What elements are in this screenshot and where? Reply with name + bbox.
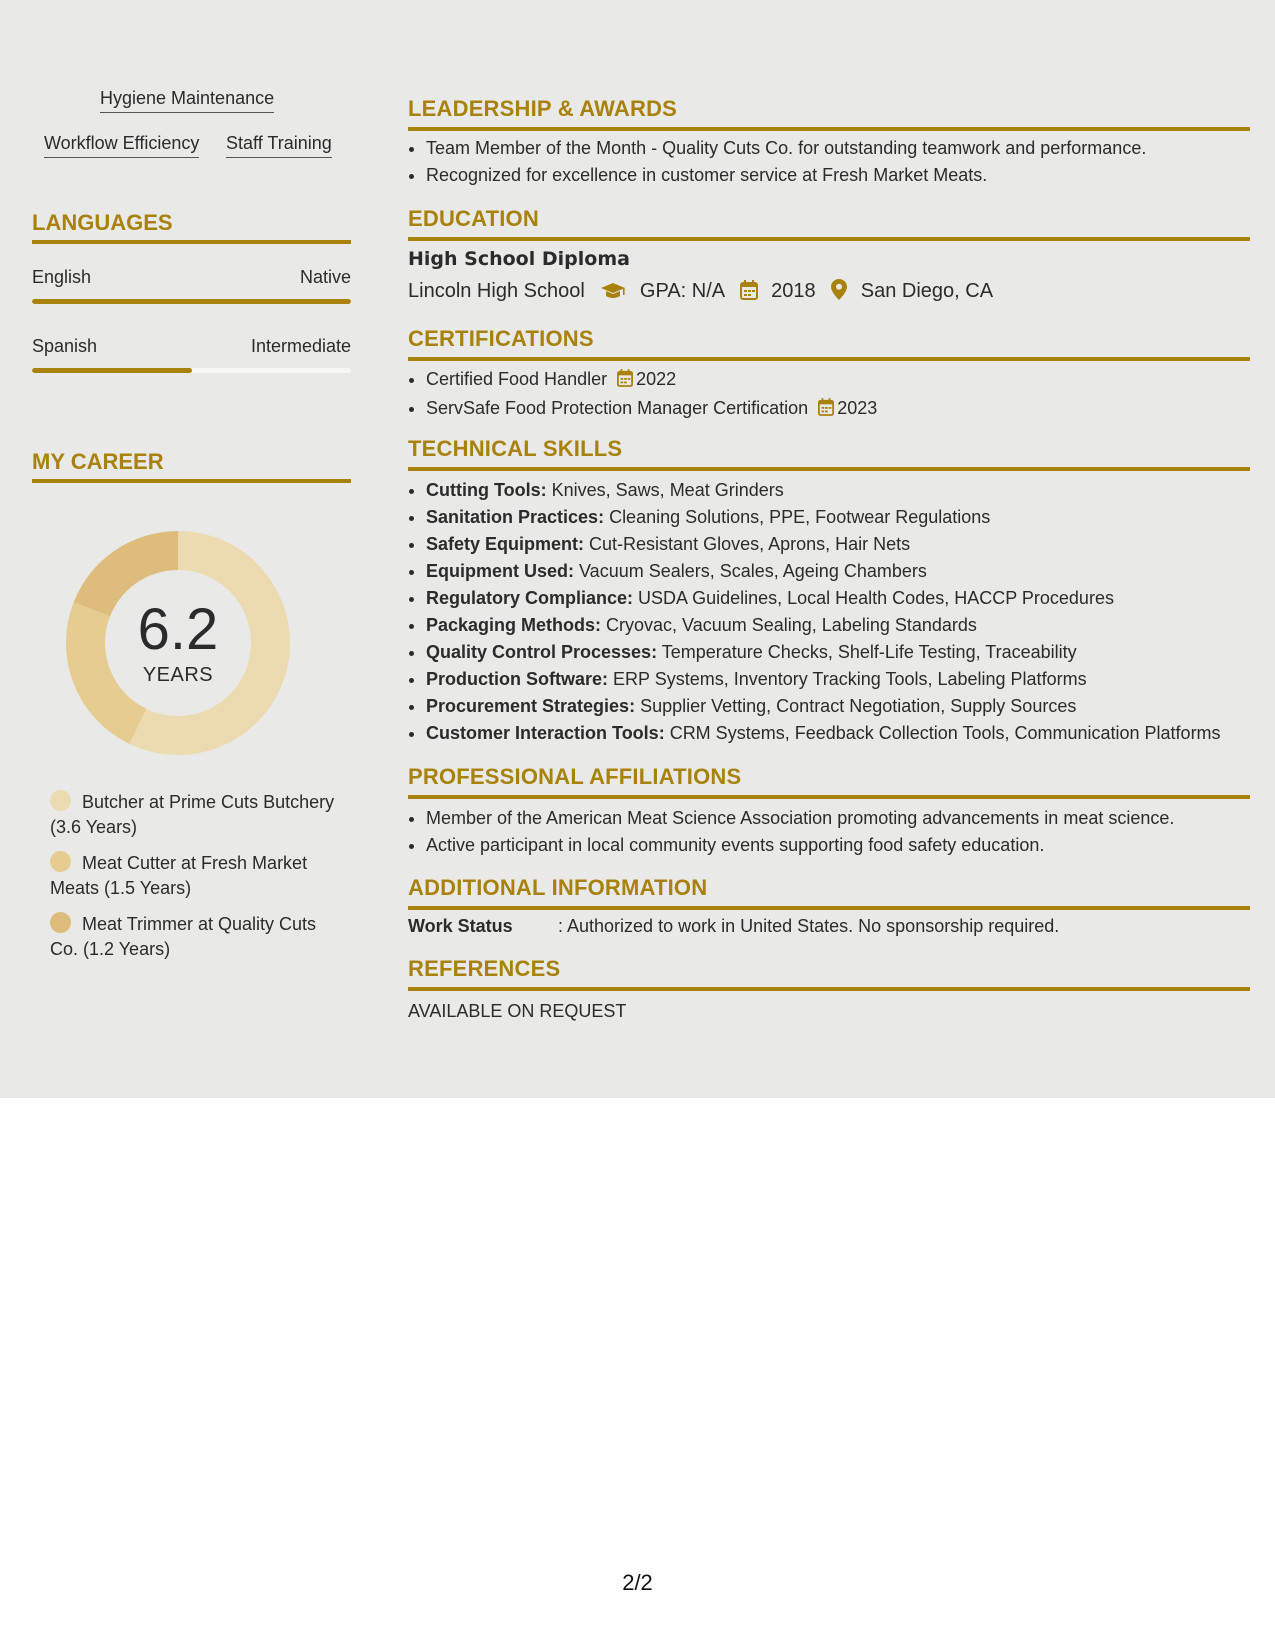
list-item [426,639,1221,666]
education-gpa: GPA: N/A [639,280,725,302]
language-proficiency-fill [32,299,351,304]
skill-key: Regulatory Compliance: [426,588,634,608]
list-item: • Team Member of the Month - Quality Cuts Co. for outstanding teamwork and performance. [426,135,1146,162]
work-status-label: Work Status [408,916,513,936]
list-item [426,558,1221,585]
references-text: AVAILABLE ON REQUEST [408,1001,627,1021]
skill-key: Sanitation Practices: [426,507,605,527]
legend-item [50,912,340,962]
legend-item [50,790,340,840]
certification-name: ServSafe Food Protection Manager Certification [426,398,809,418]
certification-year: 2022 [636,369,677,389]
skill-value: USDA Guidelines, Local Health Codes, HACCP Procedures [633,588,1114,608]
education-heading: EDUCATION [408,206,1250,241]
legend-label: Meat Cutter at Fresh Market Meats (1.5 Years) [50,853,308,898]
list-item [426,531,1221,558]
calendar-icon [617,368,633,395]
skill-value: Cryovac, Vacuum Sealing, Labeling Standards [601,615,977,635]
skill-value: Vacuum Sealers, Scales, Ageing Chambers [574,561,927,581]
skill-key: Safety Equipment: [426,534,585,554]
skill-value: Cut-Resistant Gloves, Aprons, Hair Nets [584,534,911,554]
page-number: 2/2 [622,1570,653,1595]
skill-key: Equipment Used: [426,561,575,581]
list-item [426,504,1221,531]
education-year: 2018 [771,280,816,302]
skill-key: Procurement Strategies: [426,696,636,716]
donut-center [66,531,290,755]
legend-label: Meat Trimmer at Quality Cuts Co. (1.2 Years) [50,914,317,959]
legend-swatch [50,912,71,933]
work-status-value: : Authorized to work in United States. No sponsorship required. [558,916,1060,936]
list-item [426,366,877,395]
skill-value: ERP Systems, Inventory Tracking Tools, Labeling Platforms [608,669,1087,689]
affiliations-list [408,805,1174,859]
skill-tag: Staff Training [226,133,332,158]
education-details [408,279,993,306]
certifications-list [408,366,877,424]
skill-value: Cleaning Solutions, PPE, Footwear Regulations [604,507,991,527]
skill-key: Packaging Methods: [426,615,602,635]
technical-skills-list [408,477,1221,747]
education-location: San Diego, CA [860,280,994,302]
language-proficiency-fill [32,368,192,373]
certifications-heading: CERTIFICATIONS [408,326,1250,361]
language-proficiency-bar [32,299,351,304]
certification-name: Certified Food Handler [426,369,608,389]
list-item [426,666,1221,693]
references-heading: REFERENCES [408,956,1250,991]
skill-tag: Hygiene Maintenance [100,88,274,113]
language-name: Spanish [32,336,98,356]
list-item [426,693,1221,720]
skill-key: Customer Interaction Tools: [426,723,665,743]
graduation-cap-icon [600,282,626,306]
career-heading: MY CAREER [32,449,351,483]
languages-heading: LANGUAGES [32,210,351,244]
list-item: • Recognized for excellence in customer service at Fresh Market Meats. [426,162,1146,189]
legend-swatch [50,790,71,811]
skill-value: Knives, Saws, Meat Grinders [546,480,784,500]
career-total-unit: YEARS [142,664,214,686]
career-legend [50,790,340,973]
skill-key: Cutting Tools: [426,480,547,500]
language-level: Native [299,267,351,287]
list-item [426,585,1221,612]
career-total-years: 6.2 [137,597,219,662]
technical-skills-heading: TECHNICAL SKILLS [408,436,1250,471]
language-level: Intermediate [250,336,351,356]
list-item [426,720,1221,747]
education-degree: High School Diploma [408,248,630,270]
work-status-row [408,916,1059,937]
certification-year: 2023 [837,398,878,418]
list-item [426,477,1221,504]
legend-item [50,851,340,901]
skill-tag: Workflow Efficiency [44,133,199,158]
skill-key: Production Software: [426,669,609,689]
skill-value: Temperature Checks, Shelf-Life Testing, Traceability [657,642,1077,662]
career-donut-chart [66,531,290,755]
legend-label: Butcher at Prime Cuts Butchery (3.6 Years) [50,792,335,837]
skill-value: CRM Systems, Feedback Collection Tools, Communication Platforms [664,723,1221,743]
list-item: • Member of the American Meat Science Association promoting advancements in meat science. [426,805,1174,832]
list-item: • Active participant in local community events supporting food safety education. [426,832,1174,859]
calendar-icon [818,397,834,424]
affiliations-heading: PROFESSIONAL AFFILIATIONS [408,764,1250,799]
leadership-list [408,135,1146,189]
language-proficiency-bar [32,368,351,373]
calendar-icon [740,280,758,306]
list-item [426,612,1221,639]
additional-info-heading: ADDITIONAL INFORMATION [408,875,1250,910]
skill-key: Quality Control Processes: [426,642,658,662]
list-item [426,395,877,424]
legend-swatch [50,851,71,872]
education-school: Lincoln High School [408,280,585,302]
language-name: English [32,267,92,287]
location-pin-icon [831,279,847,306]
skill-value: Supplier Vetting, Contract Negotiation, Supply Sources [635,696,1077,716]
leadership-heading: LEADERSHIP & AWARDS [408,96,1250,131]
